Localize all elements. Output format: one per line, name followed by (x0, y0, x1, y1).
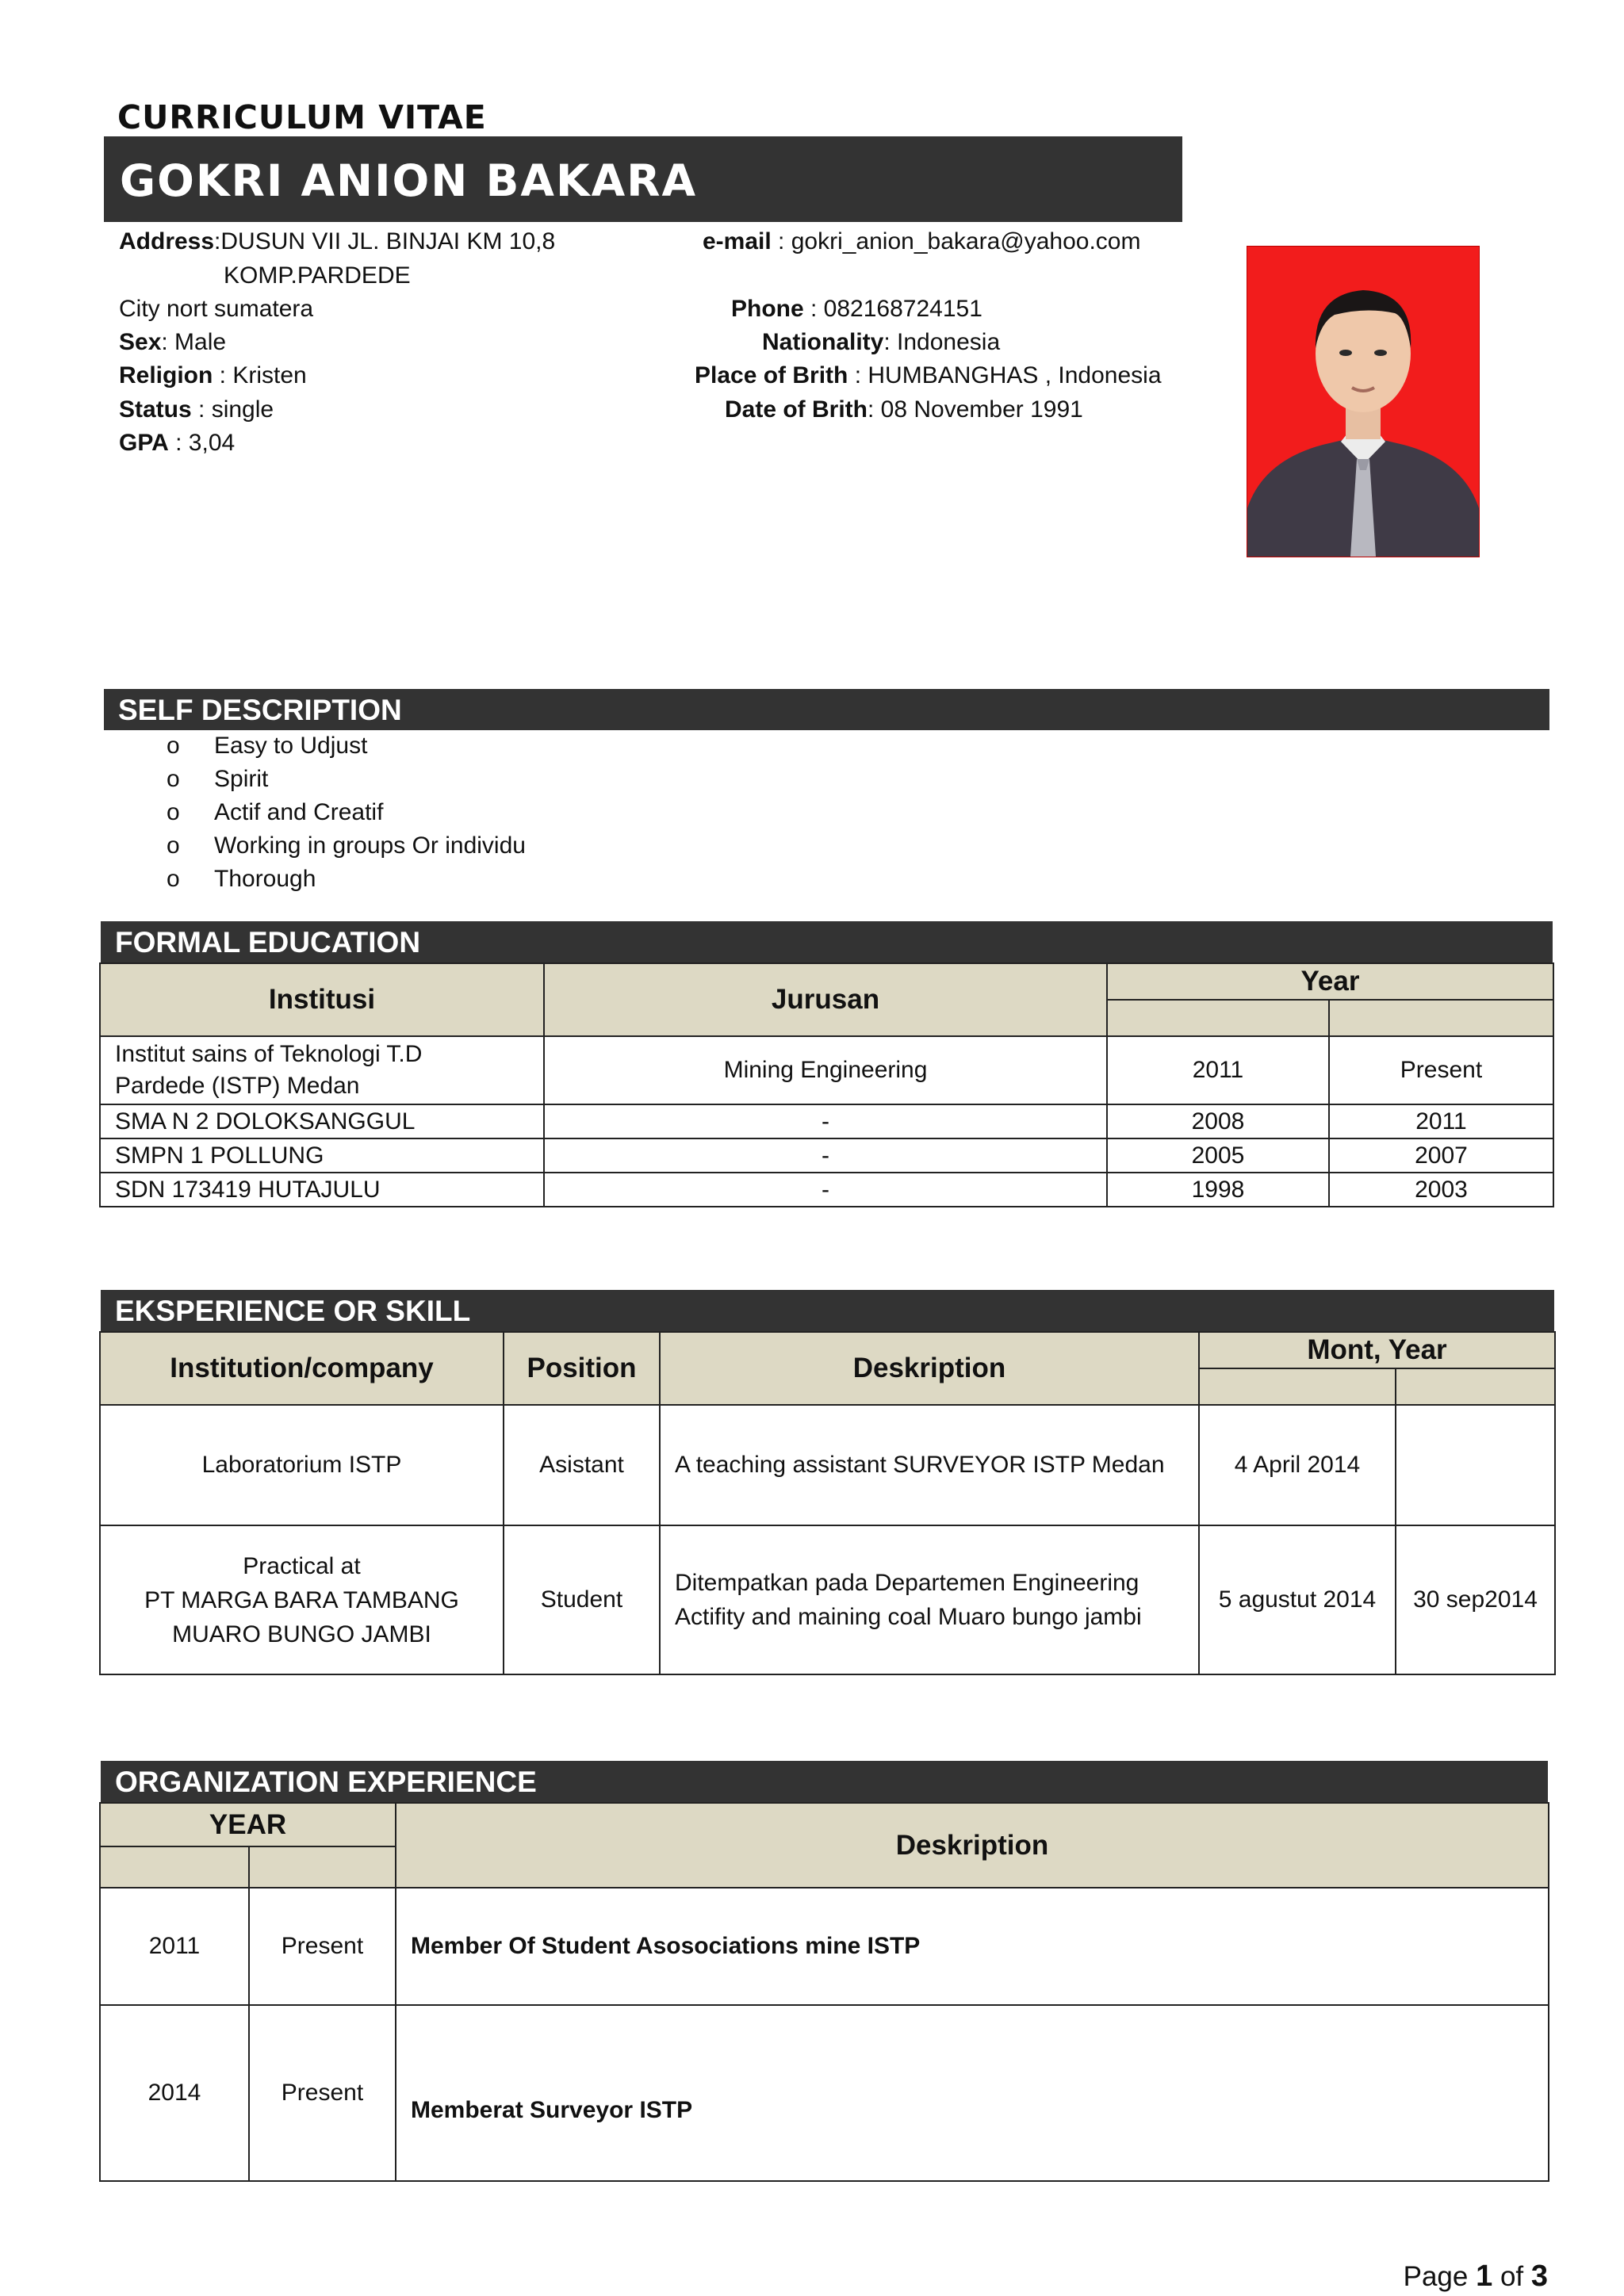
organization-description: Memberat Surveyor ISTP (396, 2005, 1549, 2181)
col-header-description: Deskription (396, 1803, 1549, 1888)
table-row (100, 1888, 1549, 2005)
religion-row (119, 359, 307, 392)
organization-year-from: 2011 (100, 1888, 249, 2005)
education-institution: SMPN 1 POLLUNG (100, 1138, 544, 1173)
organization-year-to: Present (249, 2005, 396, 2181)
sex-label: Sex (119, 329, 162, 355)
phone-value: : 082168724151 (803, 296, 982, 322)
table-row (100, 1525, 1555, 1674)
experience-date-from: 4 April 2014 (1199, 1405, 1396, 1525)
education-major: - (544, 1138, 1107, 1173)
experience-date-to: 30 sep2014 (1396, 1525, 1555, 1674)
list-item: o Easy to Udjust (167, 729, 526, 763)
education-institution: SDN 173419 HUTAJULU (100, 1173, 544, 1207)
candidate-name: GOKRI ANION BAKARA (120, 155, 698, 206)
table-row (100, 2005, 1549, 2181)
col-header-year-to (1329, 1000, 1553, 1036)
list-item: o Working in groups Or individu (167, 829, 526, 863)
col-header-institusi: Institusi (100, 963, 544, 1036)
email-value: : gokri_anion_bakara@yahoo.com (771, 228, 1141, 254)
experience-position: Asistant (504, 1405, 660, 1525)
birthplace-label: Place of Brith (695, 362, 848, 388)
city-text: City nort sumatera (119, 296, 314, 322)
table-row (100, 1405, 1555, 1525)
col-header-year: Year (1107, 963, 1553, 1000)
col-header-date-from (1199, 1368, 1396, 1405)
col-header-year-from (100, 1846, 249, 1888)
sex-value: : Male (161, 329, 227, 355)
education-year-from: 1998 (1107, 1173, 1329, 1207)
experience-description: A teaching assistant SURVEYOR ISTP Medan (660, 1405, 1199, 1525)
birthdate-value: : 08 November 1991 (868, 396, 1083, 423)
experience-position: Student (504, 1525, 660, 1674)
education-year-from: 2008 (1107, 1104, 1329, 1138)
nationality-row (762, 326, 1000, 359)
address-label: Address (119, 228, 215, 254)
self-description-header: SELF DESCRIPTION (104, 689, 1549, 730)
address-line1: :DUSUN VII JL. BINJAI KM 10,8 (214, 228, 556, 254)
experience-institution: Practical at PT MARGA BARA TAMBANG MUARO BUNGO JAMBI (100, 1525, 504, 1674)
sex-row (119, 326, 226, 359)
col-header-description: Deskription (660, 1332, 1199, 1405)
organization-year-from: 2014 (100, 2005, 249, 2181)
experience-date-from: 5 agustut 2014 (1199, 1525, 1396, 1674)
page-number: Page 1 of 3 (1403, 2260, 1548, 2293)
col-header-year-to (249, 1846, 396, 1888)
experience-date-to (1396, 1405, 1555, 1525)
education-institution: Institut sains of Teknologi T.D Pardede (ISTP) Medan (100, 1036, 544, 1104)
col-header-year: YEAR (100, 1803, 396, 1846)
col-header-month-year: Mont, Year (1199, 1332, 1555, 1368)
profile-photo (1247, 246, 1480, 557)
education-year-from: 2005 (1107, 1138, 1329, 1173)
education-institution: SMA N 2 DOLOKSANGGUL (100, 1104, 544, 1138)
experience-table (99, 1331, 1556, 1675)
birthplace-row (695, 359, 1162, 392)
address-line2: KOMP.PARDEDE (224, 262, 411, 289)
religion-label: Religion (119, 362, 213, 388)
address-block (119, 225, 555, 258)
phone-row (731, 293, 982, 326)
nationality-value: : Indonesia (883, 329, 1001, 355)
status-value: : single (191, 396, 274, 423)
table-row (100, 1138, 1553, 1173)
table-row (100, 1036, 1553, 1104)
person-portrait-icon (1247, 247, 1479, 557)
email-label: e-mail (703, 228, 772, 254)
table-row (100, 1173, 1553, 1207)
table-row (100, 1104, 1553, 1138)
organization-header: ORGANIZATION EXPERIENCE (101, 1761, 1548, 1802)
nationality-label: Nationality (762, 329, 884, 355)
education-major: - (544, 1104, 1107, 1138)
education-table (99, 962, 1554, 1207)
gpa-row (119, 427, 235, 460)
organization-year-to: Present (249, 1888, 396, 2005)
education-major: Mining Engineering (544, 1036, 1107, 1104)
gpa-value: : 3,04 (168, 430, 236, 456)
birthplace-value: : HUMBANGHAS , Indonesia (848, 362, 1162, 388)
education-year-from: 2011 (1107, 1036, 1329, 1104)
organization-table (99, 1802, 1549, 2182)
education-year-to: Present (1329, 1036, 1553, 1104)
document-title: CURRICULUM VITAE (117, 98, 487, 136)
phone-label: Phone (731, 296, 804, 322)
col-header-year-from (1107, 1000, 1329, 1036)
list-item: o Actif and Creatif (167, 796, 526, 829)
self-description-list (167, 729, 526, 896)
gpa-label: GPA (119, 430, 169, 456)
status-label: Status (119, 396, 192, 423)
experience-institution: Laboratorium ISTP (100, 1405, 504, 1525)
email-row (703, 225, 1140, 258)
birthdate-label: Date of Brith (725, 396, 868, 423)
formal-education-header: FORMAL EDUCATION (101, 921, 1553, 962)
col-header-institution: Institution/company (100, 1332, 504, 1405)
list-item: o Spirit (167, 763, 526, 796)
education-year-to: 2003 (1329, 1173, 1553, 1207)
education-year-to: 2011 (1329, 1104, 1553, 1138)
col-header-position: Position (504, 1332, 660, 1405)
name-banner (104, 136, 1182, 222)
education-major: - (544, 1173, 1107, 1207)
education-year-to: 2007 (1329, 1138, 1553, 1173)
list-item: o Thorough (167, 863, 526, 896)
experience-description: Ditempatkan pada Departemen Engineering Actifity and maining coal Muaro bungo jambi (660, 1525, 1199, 1674)
col-header-jurusan: Jurusan (544, 963, 1107, 1036)
birthdate-row (725, 393, 1083, 427)
status-row (119, 393, 274, 427)
religion-value: : Kristen (213, 362, 307, 388)
col-header-date-to (1396, 1368, 1555, 1405)
experience-header: EKSPERIENCE OR SKILL (101, 1290, 1554, 1331)
organization-description: Member Of Student Asosociations mine ISTP (396, 1888, 1549, 2005)
